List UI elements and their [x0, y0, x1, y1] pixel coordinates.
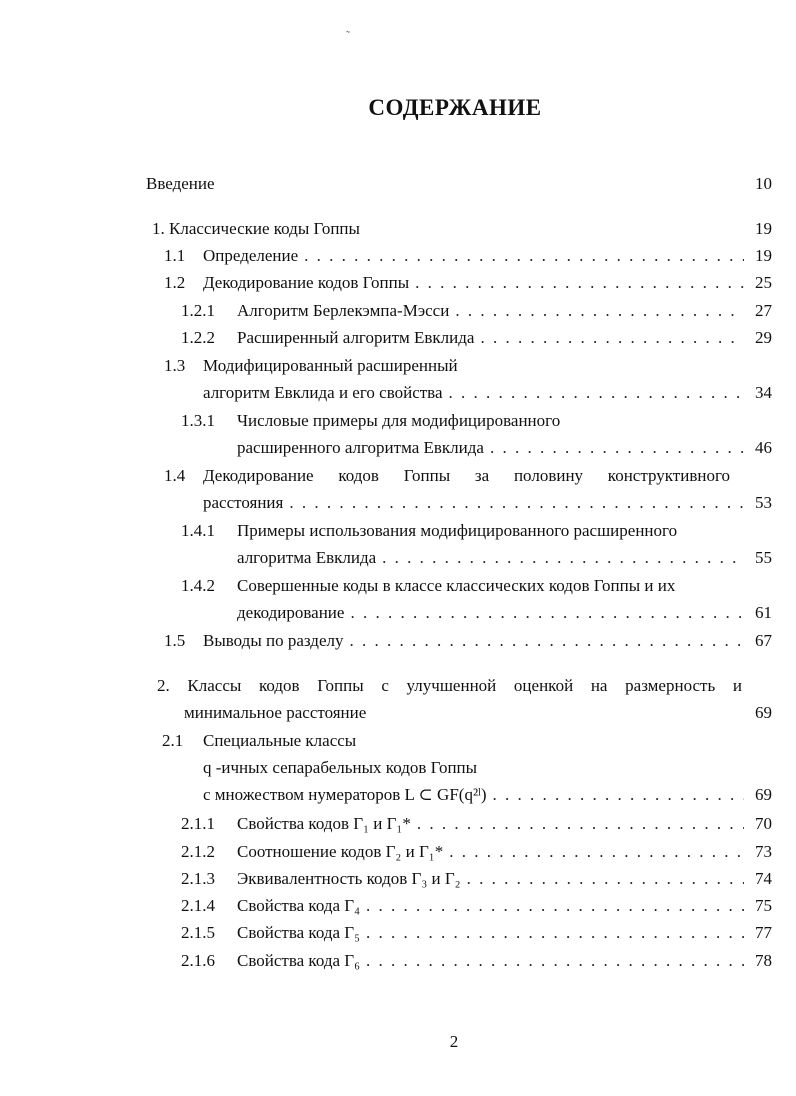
toc-entry-2-1[interactable] — [162, 730, 772, 752]
toc-entry-1-3-1[interactable] — [181, 410, 772, 432]
toc-page-ref: 61 — [755, 603, 772, 622]
toc-number: 2.1.4 — [181, 896, 215, 915]
toc-number: 2.1.1 — [181, 814, 215, 833]
toc-number: 1.2 — [164, 273, 186, 292]
toc-number: 1.4 — [164, 466, 186, 485]
toc-page-ref: 78 — [755, 951, 772, 970]
toc-entry-1-3[interactable] — [164, 355, 772, 377]
toc-label-line-3: с множеством нумераторов L ⊂ GF(q²ˡ) — [203, 785, 487, 804]
toc-label: Выводы по разделу — [203, 631, 344, 650]
toc-label-line-1: Совершенные коды в классе классических кодов Гоппы и их — [237, 576, 676, 595]
toc-page-ref: 19 — [755, 219, 772, 238]
toc-entry-2-1-6[interactable] — [181, 950, 772, 972]
toc-entry-2-1-5[interactable] — [181, 922, 772, 944]
toc-entry-2-1-3[interactable] — [181, 868, 772, 890]
toc-label: Эквивалентность кодов Γ₃ и Γ₂ — [237, 869, 461, 888]
toc-leader-dots — [449, 382, 744, 404]
toc-entry-1-4-cont[interactable] — [203, 492, 772, 514]
toc-label-line-1: Числовые примеры для модифицированного — [237, 411, 561, 430]
toc-page-ref: 53 — [755, 493, 772, 512]
toc-page-ref: 46 — [755, 438, 772, 457]
toc-page-ref: 69 — [755, 703, 772, 722]
toc-label: Свойства кода Γ₄ — [237, 896, 361, 915]
toc-page-ref: 25 — [755, 273, 772, 292]
toc-page-ref: 10 — [755, 174, 772, 193]
toc-leader-dots — [382, 547, 744, 569]
toc-entry-2-1-cont-2[interactable] — [203, 784, 772, 806]
toc-page-ref: 73 — [755, 842, 772, 861]
toc-number: 2.1.5 — [181, 923, 215, 942]
toc-entry-1-4-2-cont[interactable] — [237, 602, 772, 624]
toc-page-ref: 69 — [755, 785, 772, 804]
toc-leader-dots — [467, 868, 744, 890]
toc-entry-1-4-2[interactable] — [181, 575, 729, 597]
toc-number: 2.1.3 — [181, 869, 215, 888]
toc-label: Алгоритм Берлекэмпа-Мэсси — [237, 301, 450, 320]
toc-label: Свойства кода Γ₆ — [237, 951, 361, 970]
toc-page-ref: 74 — [755, 869, 772, 888]
toc-leader-dots — [415, 272, 744, 294]
toc-label-line-2: декодирование — [237, 603, 345, 622]
toc-page-ref: 19 — [755, 246, 772, 265]
toc-number: 1.3 — [164, 356, 186, 375]
toc-leader-dots — [350, 602, 744, 624]
toc-leader-dots — [366, 895, 744, 917]
toc-entry-1-2-2[interactable] — [181, 327, 772, 349]
toc-entry-1-3-cont[interactable] — [203, 382, 772, 404]
toc-label-line-1: Специальные классы — [203, 731, 357, 750]
toc-label: Свойства кодов Γ₁ и Γ₁* — [237, 814, 411, 833]
toc-leader-dots — [417, 813, 744, 835]
toc-entry-1-1[interactable] — [164, 245, 772, 267]
toc-label-line-2: алгоритм Евклида и его свойства — [203, 383, 443, 402]
toc-number: 1.4.2 — [181, 576, 215, 595]
toc-label: Свойства кода Γ₅ — [237, 923, 361, 942]
toc-label: Введение — [146, 174, 215, 193]
toc-label: 1. Классические коды Гоппы — [152, 219, 360, 238]
toc-entry-1-4-1[interactable] — [181, 520, 729, 542]
toc-entry-1-4[interactable] — [164, 465, 730, 487]
toc-entry-chapter-2-cont[interactable] — [184, 702, 772, 724]
toc-leader-dots — [304, 245, 744, 267]
toc-label: Соотношение кодов Γ₂ и Γ₁* — [237, 842, 444, 861]
toc-entry-intro[interactable] — [146, 173, 772, 195]
toc-entry-1-2[interactable] — [164, 272, 772, 294]
toc-leader-dots — [349, 630, 744, 652]
toc-entry-2-1-1[interactable] — [181, 813, 772, 835]
toc-page-ref: 75 — [755, 896, 772, 915]
toc-number: 2.1 — [162, 731, 184, 750]
toc-entry-2-1-2[interactable] — [181, 841, 772, 863]
toc-page-ref: 29 — [755, 328, 772, 347]
toc-leader-dots — [366, 950, 744, 972]
toc-leader-dots — [289, 492, 744, 514]
toc-label-line-2: расширенного алгоритма Евклида — [237, 438, 484, 457]
toc-leader-dots — [490, 437, 744, 459]
page-title: СОДЕРЖАНИЕ — [368, 95, 542, 120]
toc-page-ref: 67 — [755, 631, 772, 650]
toc-entry-1-3-1-cont[interactable] — [237, 437, 772, 459]
toc-number: 1.5 — [164, 631, 186, 650]
toc-page-ref: 55 — [755, 548, 772, 567]
toc-page-ref: 70 — [755, 814, 772, 833]
toc-label: Декодирование кодов Гоппы — [203, 273, 410, 292]
toc-entry-1-4-1-cont[interactable] — [237, 547, 772, 569]
toc-entry-chapter-1[interactable] — [152, 218, 772, 240]
toc-leader-dots — [449, 841, 744, 863]
toc-leader-dots — [455, 300, 744, 322]
toc-label-line-2: алгоритма Евклида — [237, 548, 377, 567]
toc-leader-dots — [493, 784, 744, 806]
toc-label-line-2: расстояния — [203, 493, 284, 512]
toc-leader-dots — [366, 922, 744, 944]
toc-page-ref: 27 — [755, 301, 772, 320]
toc-label-line-1: Примеры использования модифицированного расширенного — [237, 521, 678, 540]
toc-leader-dots — [480, 327, 744, 349]
toc-entry-2-1-4[interactable] — [181, 895, 772, 917]
toc-label-line-2: минимальное расстояние — [184, 703, 367, 722]
toc-number: 2.1.6 — [181, 951, 215, 970]
toc-number: 2.1.2 — [181, 842, 215, 861]
top-mark: ˜ — [346, 28, 350, 42]
toc-number: 1.2.2 — [181, 328, 215, 347]
toc-label-line-1: Модифицированный расширенный — [203, 356, 458, 375]
toc-page-ref: 34 — [755, 383, 772, 402]
toc-number: 1.2.1 — [181, 301, 215, 320]
toc-entry-2-1-cont-1[interactable] — [203, 757, 772, 779]
toc-label-line-2: q -ичных сепарабельных кодов Гоппы — [203, 758, 478, 777]
toc-entry-1-2-1[interactable] — [181, 300, 772, 322]
toc-number: 1.3.1 — [181, 411, 215, 430]
toc-entry-1-5[interactable] — [164, 630, 772, 652]
toc-label: Определение — [203, 246, 299, 265]
page-number: 2 — [449, 1032, 459, 1051]
toc-label-line-1: Декодирование кодов Гоппы за половину конструктивного — [203, 466, 730, 485]
toc-label: Расширенный алгоритм Евклида — [237, 328, 475, 347]
toc-label-line-1: 2. Классы кодов Гоппы с улучшенной оценкой на размерность и — [157, 676, 742, 695]
toc-entry-chapter-2[interactable] — [157, 675, 742, 697]
toc-number: 1.1 — [164, 246, 186, 265]
toc-number: 1.4.1 — [181, 521, 215, 540]
toc-page-ref: 77 — [755, 923, 772, 942]
